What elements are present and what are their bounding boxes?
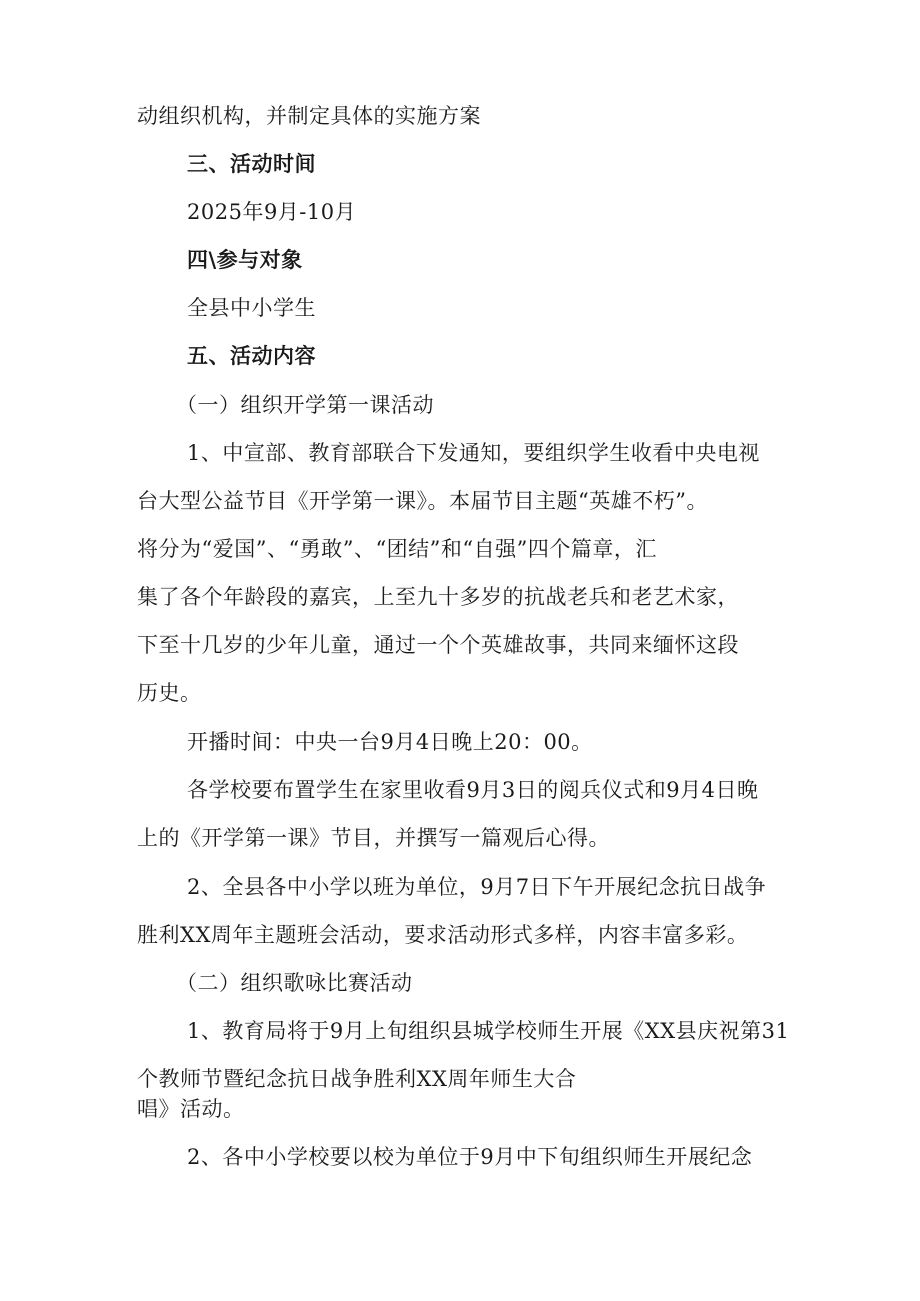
text-line: 开播时间：中央一台9月4日晚上20：00。 — [187, 730, 593, 754]
text-line: 1、中宣部、教育部联合下发通知，要组织学生收看中央电视 — [187, 441, 760, 465]
text-line: 将分为“爱国”、“勇敢”、“团结”和“自强”四个篇章，汇 — [137, 537, 657, 561]
section-heading-time: 三、活动时间 — [187, 152, 316, 176]
text-line: 集了各个年龄段的嘉宾，上至九十多岁的抗战老兵和老艺术家， — [137, 585, 739, 609]
subsection-heading: （一）组织开学第一课活动 — [176, 393, 434, 417]
section-heading-content: 五、活动内容 — [187, 344, 316, 368]
text-line: 1、教育局将于9月上旬组织县城学校师生开展《XX县庆祝第31 — [187, 1019, 790, 1043]
text-line: 全县中小学生 — [187, 296, 316, 320]
text-line: 台大型公益节目《开学第一课》。本届节目主题“英雄不朽”。 — [137, 489, 708, 513]
subsection-heading: （二）组织歌咏比赛活动 — [176, 971, 413, 995]
text-line: 上的《开学第一课》节目，并撰写一篇观后心得。 — [137, 826, 610, 850]
text-line: 2、全县各中小学以班为单位，9月7日下午开展纪念抗日战争 — [187, 875, 767, 899]
text-line: 历史。 — [137, 681, 202, 705]
text-line: 下至十几岁的少年儿童，通过一个个英雄故事，共同来缅怀这段 — [137, 633, 739, 657]
text-line: 动组织机构，并制定具体的实施方案 — [137, 104, 481, 128]
text-line: 各学校要布置学生在家里收看9月3日的阅兵仪式和9月4日晚 — [187, 778, 759, 802]
section-heading-participants: 四\参与对象 — [187, 248, 303, 272]
text-line: 2025年9月-10月 — [187, 200, 357, 224]
text-line: 2、各中小学校要以校为单位于9月中下旬组织师生开展纪念 — [187, 1145, 753, 1169]
text-line: 胜利XX周年主题班会活动，要求活动形式多样，内容丰富多彩。 — [137, 923, 749, 947]
text-line: 唱》活动。 — [137, 1097, 245, 1121]
text-line: 个教师节暨纪念抗日战争胜利XX周年师生大合 — [137, 1067, 577, 1091]
